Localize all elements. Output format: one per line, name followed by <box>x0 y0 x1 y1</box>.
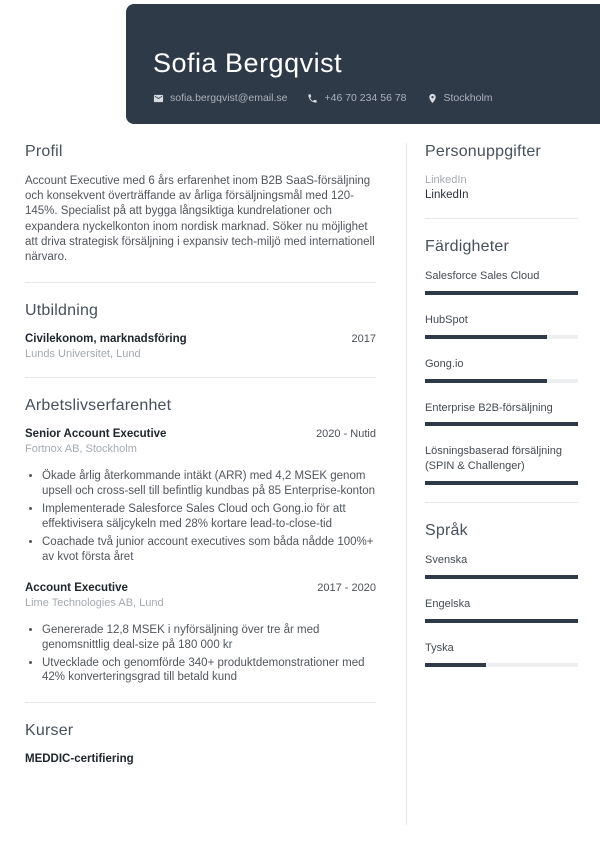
skill-name: Gong.io <box>425 357 464 370</box>
language-bar-fill <box>425 575 578 579</box>
job-bullet: • Implementerade Salesforce Sales Cloud och Gong.io för att effektivisera säljcykeln med 28% kortare lead-to-close-tid <box>42 502 376 532</box>
language-name: Tyska <box>425 641 454 654</box>
skill-item <box>425 269 578 295</box>
job-entry-head <box>25 582 376 594</box>
course-item: MEDDIC-certifiering <box>25 753 134 766</box>
section-sprak <box>425 522 578 667</box>
skill-item <box>425 444 578 485</box>
skill-bar-track <box>425 379 578 383</box>
education-title: Civilekonom, marknadsföring <box>25 333 187 346</box>
language-bar-track <box>425 575 578 579</box>
contact-row <box>153 92 580 104</box>
job-company: Lime Technologies AB, Lund <box>25 596 164 609</box>
section-personuppgifter <box>425 143 578 201</box>
skill-name: HubSpot <box>425 313 468 326</box>
skill-bar-fill <box>425 379 547 383</box>
section-separator <box>425 502 578 503</box>
skill-bar-fill <box>425 335 547 339</box>
job-bullet: • Coachade två junior account executives som båda nådde 100%+ av kvot första året <box>42 535 376 565</box>
skill-bar-fill <box>425 481 578 485</box>
skill-bar-track <box>425 291 578 295</box>
skill-name: Lösningsbaserad försäljning (SPIN & Challenger) <box>425 445 562 473</box>
profil-text: Account Executive med 6 års erfarenhet inom B2B SaaS-försäljning och konsekvent överträffande av årliga försäljningsmål med 120-145%. Specialist på att bygga långsiktiga kundrelationer och expandera nyckelkonton inom nordisk marknad. Söker nu möjlighet att driva strategisk försäljning i expansiv tech-miljö med internationell närvaro. <box>25 175 375 263</box>
job-title: Senior Account Executive <box>25 428 167 441</box>
section-separator <box>25 377 376 378</box>
language-bar-track <box>425 663 578 667</box>
job-title: Account Executive <box>25 581 128 594</box>
erfarenhet-heading: Arbetslivserfarenhet <box>25 397 172 415</box>
job-company: Fortnox AB, Stockholm <box>25 443 137 456</box>
skill-bar-track <box>425 481 578 485</box>
job-bullets <box>25 623 376 686</box>
section-erfarenhet <box>25 397 376 685</box>
location-pin-icon <box>427 93 438 104</box>
education-date: 2017 <box>351 333 376 346</box>
contact-email <box>153 92 287 104</box>
utbildning-heading: Utbildning <box>25 302 99 320</box>
personuppgifter-heading: Personuppgifter <box>425 143 541 160</box>
education-entry <box>25 333 376 360</box>
job-date: 2017 - 2020 <box>317 581 376 594</box>
job-entry-head <box>25 428 376 440</box>
contact-location-text: Stockholm <box>443 92 493 104</box>
section-profil <box>25 143 376 265</box>
skill-bar-track <box>425 422 578 426</box>
skill-bar-fill <box>425 422 578 426</box>
language-item <box>425 641 578 667</box>
job-bullet: • Ökade årlig återkommande intäkt (ARR) med 4,2 MSEK genom upsell och cross-sell till befintlig kundbas på 85 Enterprise-konton <box>42 469 376 499</box>
resume-header <box>126 4 600 124</box>
main-column <box>25 143 376 765</box>
section-kurser <box>25 722 376 765</box>
language-bar-fill <box>425 619 578 623</box>
language-bar-track <box>425 619 578 623</box>
language-name: Svenska <box>425 554 468 567</box>
kurser-heading: Kurser <box>25 722 74 740</box>
linkedin-label: LinkedIn <box>425 174 467 186</box>
contact-phone <box>307 92 406 104</box>
language-item <box>425 553 578 579</box>
skill-item <box>425 401 578 427</box>
skill-name: Salesforce Sales Cloud <box>425 270 540 282</box>
language-bar-fill <box>425 663 486 667</box>
section-utbildning <box>25 302 376 360</box>
section-fardigheter <box>425 238 578 485</box>
contact-phone-text: +46 70 234 56 78 <box>324 92 407 104</box>
job-entry <box>25 428 376 565</box>
job-entry <box>25 582 376 686</box>
profil-heading: Profil <box>25 143 63 160</box>
skill-item <box>425 357 578 383</box>
sprak-heading: Språk <box>425 522 468 540</box>
candidate-name: Sofia Bergqvist <box>153 48 343 78</box>
linkedin-link[interactable]: LinkedIn <box>425 189 469 201</box>
section-separator <box>425 218 578 219</box>
skill-bar-fill <box>425 291 578 295</box>
job-bullets <box>25 469 376 565</box>
column-divider <box>406 143 407 825</box>
language-name: Engelska <box>425 597 471 610</box>
phone-icon <box>307 93 318 104</box>
email-icon <box>153 93 164 104</box>
contact-email-text: sofia.bergqvist@email.se <box>170 92 288 104</box>
skill-name: Enterprise B2B-försäljning <box>425 401 553 414</box>
side-column <box>425 143 578 667</box>
education-school: Lunds Universitet, Lund <box>25 348 141 361</box>
section-separator <box>25 702 376 703</box>
skill-item <box>425 313 578 339</box>
job-bullet: • Genererade 12,8 MSEK i nyförsäljning över tre år med genomsnittlig deal-size på 180 000 kr <box>42 623 376 653</box>
section-separator <box>25 282 376 283</box>
skill-bar-track <box>425 335 578 339</box>
job-bullet: • Utvecklade och genomförde 340+ produktdemonstrationer med 42% konverteringsgrad till betald kund <box>42 656 376 686</box>
job-date: 2020 - Nutid <box>316 428 376 441</box>
contact-location <box>427 92 493 104</box>
fardigheter-heading: Färdigheter <box>425 238 510 255</box>
language-item <box>425 597 578 623</box>
education-entry-head <box>25 333 376 345</box>
